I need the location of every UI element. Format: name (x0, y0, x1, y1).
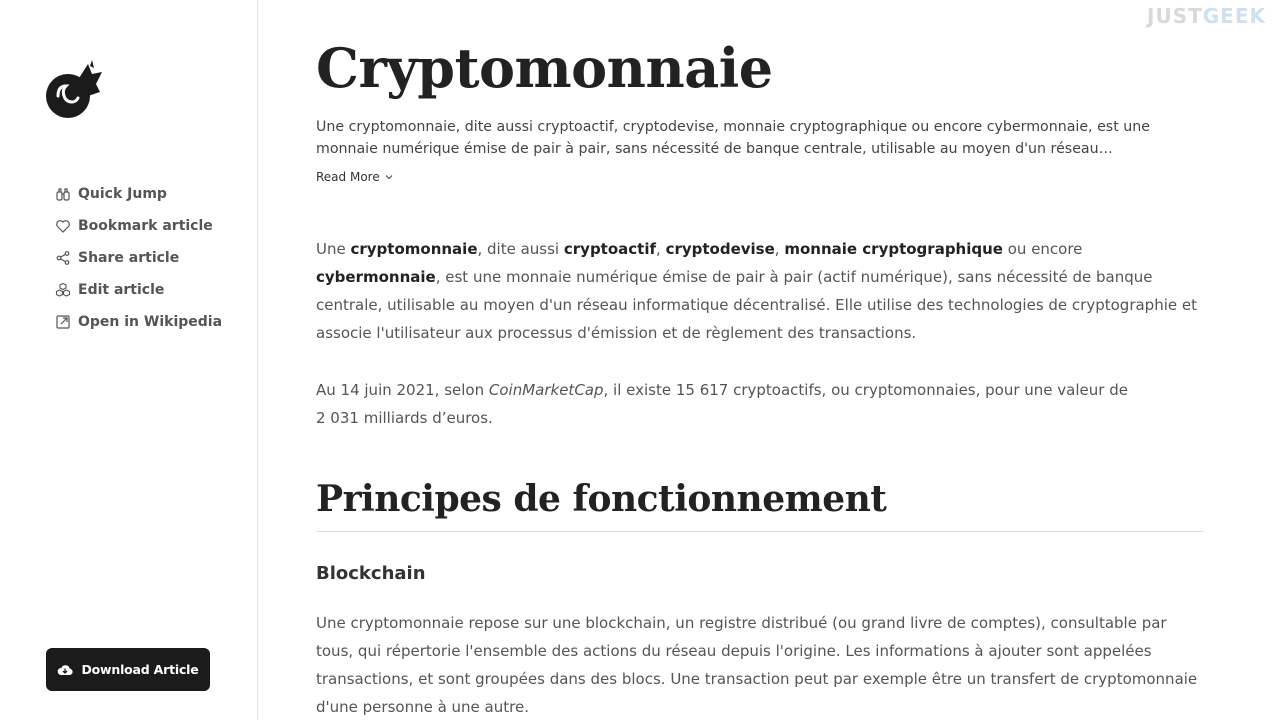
section-heading: Principes de fonctionnement (316, 478, 1204, 532)
market-paragraph (316, 376, 1206, 432)
bold-term: cryptomonnaie (350, 240, 478, 258)
intro-paragraph (316, 235, 1206, 347)
edit-cubes-icon (54, 281, 72, 299)
external-link-icon (54, 313, 72, 331)
sidebar-item-open-wikipedia[interactable] (54, 306, 222, 338)
sidebar-item-label: Bookmark article (78, 218, 213, 234)
text-span: Une (316, 240, 351, 258)
sidebar-item-label: Quick Jump (78, 186, 167, 202)
sidebar-item-label: Share article (78, 250, 180, 266)
article-summary: Une cryptomonnaie, dite aussi cryptoactif, cryptodevise, monnaie cryptographique ou encore cybermonnaie, est une monnaie numérique émise de pair à pair, sans nécessité de banque centrale, utilisable au moyen d'un réseau… (316, 119, 1150, 157)
watermark-part-1: JUST (1147, 4, 1203, 28)
italic-source: CoinMarketCap (488, 381, 604, 399)
text-span: , dite aussi (477, 240, 564, 258)
sidebar-item-edit[interactable] (54, 274, 222, 306)
download-article-label: Download Article (81, 662, 199, 677)
sidebar-nav (54, 178, 222, 338)
sidebar (0, 0, 258, 720)
share-icon (54, 249, 72, 267)
read-more-label: Read More (316, 170, 380, 184)
text-span: , (656, 240, 666, 258)
watermark-part-2: GEEK (1202, 4, 1266, 28)
bold-term: monnaie cryptographique (784, 240, 1003, 258)
binoculars-icon (54, 185, 72, 203)
sidebar-item-quick-jump[interactable] (54, 178, 222, 210)
page-title: Cryptomonnaie (316, 36, 773, 100)
sidebar-item-label: Edit article (78, 282, 165, 298)
subsection-heading: Blockchain (316, 563, 426, 584)
text-span: ou encore (1002, 240, 1083, 258)
bold-term: cybermonnaie (316, 268, 436, 286)
justgeek-watermark (1147, 4, 1266, 28)
text-span: , est une monnaie numérique émise de pair à pair (actif numérique), sans nécessité de banque centrale, utilisable au moyen d'un réseau informatique décentralisé. Elle utilise des technologies de cryptographie et associe l'utilisateur aux processus d'émission et de règlement des transactions. (316, 268, 1197, 342)
sidebar-item-bookmark[interactable] (54, 210, 222, 242)
sidebar-item-label: Open in Wikipedia (78, 314, 223, 330)
text-span: 2 031 milliards d’euros. (316, 409, 493, 427)
download-article-button[interactable] (46, 648, 210, 691)
fox-logo-icon[interactable] (44, 56, 106, 120)
text-span: , il existe 15 617 cryptoactifs, ou cryptomonnaies, pour une valeur de (603, 381, 1128, 399)
bold-term: cryptodevise (665, 240, 775, 258)
heart-icon (54, 217, 72, 235)
bold-term: cryptoactif (563, 240, 657, 258)
sidebar-item-share[interactable] (54, 242, 222, 274)
blockchain-paragraph: Une cryptomonnaie repose sur une blockchain, un registre distribué (ou grand livre de comptes), consultable par tous, qui répertorie l'ensemble des actions du réseau depuis l'origine. Les informations à ajouter sont appelées transactions, et sont groupées dans des blocs. Une transaction peut par exemple être un transfert de cryptomonnaie d'une personne à une autre. (316, 614, 1198, 716)
cloud-download-icon (57, 662, 81, 678)
text-span: Au 14 juin 2021, selon (316, 381, 489, 399)
chevron-down-icon (380, 172, 394, 182)
read-more-link[interactable] (316, 170, 394, 184)
text-span: , (774, 240, 785, 258)
